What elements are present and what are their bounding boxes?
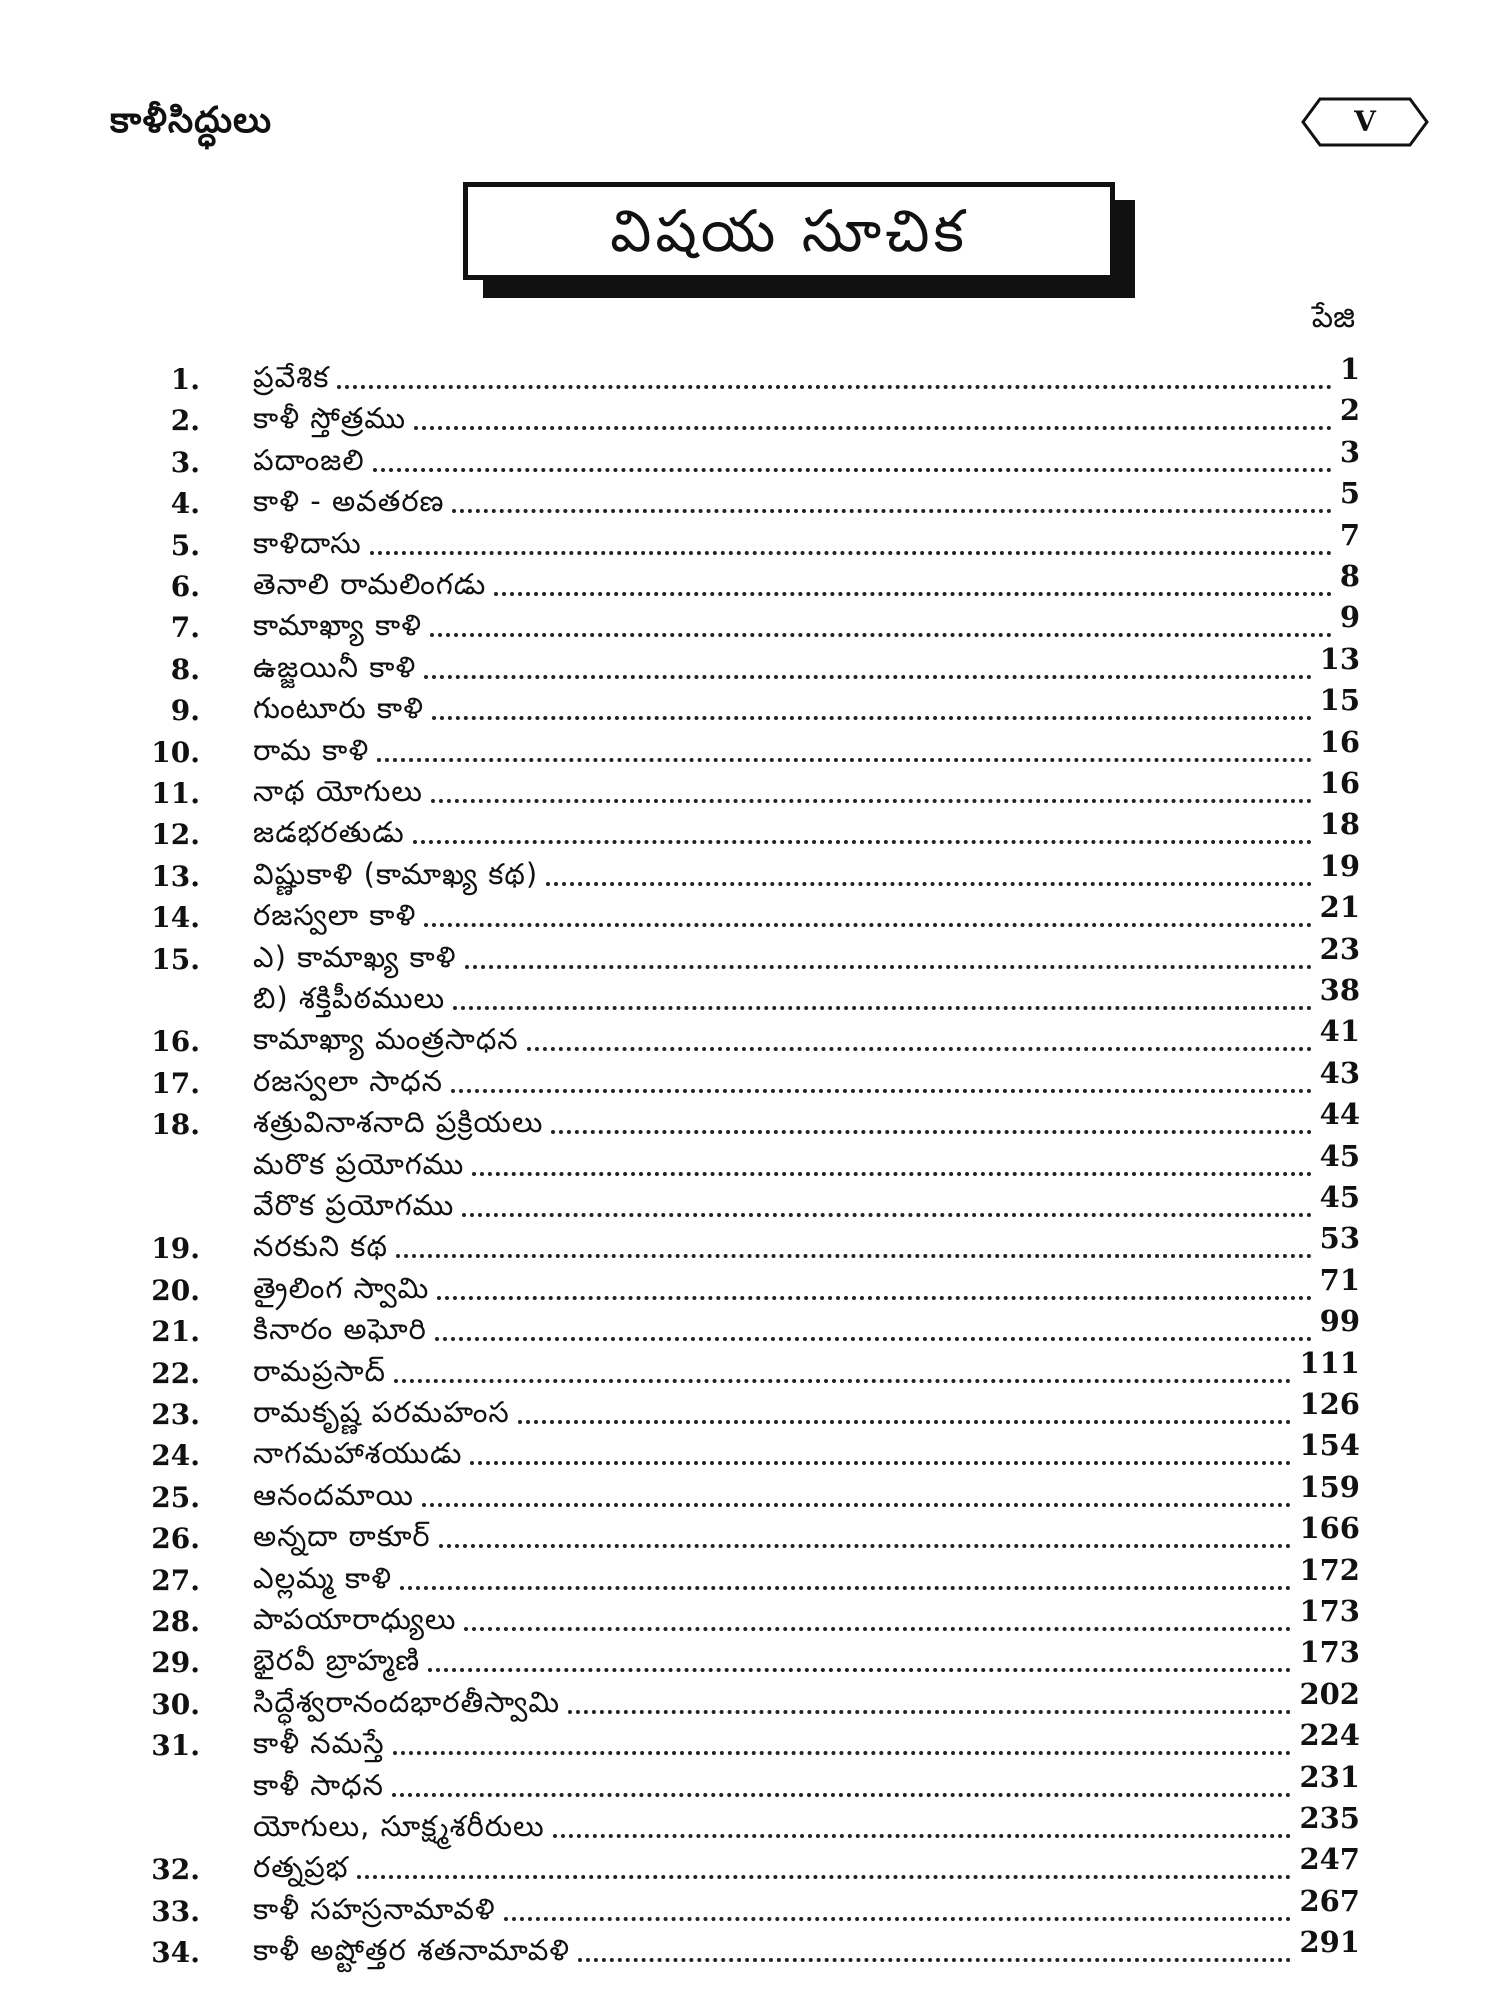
toc-entry-title: గుంటూరు కాళి [253, 691, 424, 726]
toc-entry-number: 12. [151, 818, 200, 852]
dot-leader [357, 1874, 1292, 1879]
dot-leader [553, 1833, 1292, 1838]
toc-entry-page: 45 [1319, 1138, 1360, 1173]
toc-entry [253, 476, 1360, 519]
dot-leader [568, 1709, 1291, 1714]
toc-row [120, 1262, 1360, 1307]
contents-title: విషయ సూచిక [463, 182, 1115, 280]
page-number: V [1354, 105, 1376, 138]
dot-leader [393, 1750, 1292, 1755]
toc-entry-page: 202 [1299, 1676, 1360, 1711]
dot-leader [551, 1129, 1311, 1134]
toc-entry-page: 21 [1319, 890, 1360, 925]
toc-entry-title: కాళీ అష్టోత్తర శతనామావళి [253, 1933, 570, 1968]
toc-entry-page: 71 [1319, 1262, 1360, 1297]
toc-entry-page: 16 [1319, 724, 1360, 759]
toc-row [120, 1883, 1360, 1928]
toc-entry-number: 17. [151, 1066, 200, 1100]
dot-leader [518, 1419, 1292, 1424]
dot-leader [462, 1212, 1311, 1217]
toc-entry-title: ఆనందమాయి [253, 1477, 414, 1512]
toc-entry [253, 973, 1360, 1016]
dot-leader [578, 1957, 1291, 1962]
toc-entry-number: 28. [151, 1605, 200, 1638]
dot-leader [470, 1460, 1291, 1465]
toc-entry-title: కాళీ స్తోత్రము [253, 401, 407, 436]
toc-entry-title: సిద్ధేశ్వరానందభారతీస్వామి [253, 1684, 561, 1719]
dot-leader [494, 591, 1332, 596]
toc-entry-number: 6. [170, 570, 200, 603]
toc-entry [253, 766, 1360, 809]
toc-entry-title: కినారం అఘోరి [253, 1312, 427, 1347]
toc-entry [253, 559, 1360, 602]
page-number-badge [1300, 96, 1430, 148]
dot-leader [396, 1253, 1312, 1258]
toc-entry [253, 600, 1360, 643]
toc-entry-number: 20. [151, 1273, 200, 1307]
toc-row [120, 1635, 1360, 1680]
toc-entry-number: 19. [151, 1232, 200, 1266]
toc-entry-title: త్రైలింగ స్వామి [253, 1270, 430, 1305]
dot-leader [413, 839, 1312, 844]
toc-entry-number: 30. [151, 1687, 200, 1721]
toc-entry-number: 10. [151, 735, 200, 769]
toc-entry-page: 38 [1319, 973, 1360, 1007]
toc-entry-page: 2 [1339, 393, 1360, 428]
toc-entry [253, 1469, 1360, 1513]
toc-row [120, 766, 1360, 810]
toc-entry-page: 9 [1339, 600, 1360, 635]
toc-entry-number: 16. [151, 1025, 200, 1059]
toc-entry [253, 1883, 1360, 1927]
toc-entry [253, 1511, 1360, 1554]
toc-entry-page: 126 [1299, 1387, 1360, 1421]
toc-row [120, 724, 1360, 769]
toc-entry-page: 173 [1299, 1635, 1360, 1670]
toc-entry [253, 807, 1360, 850]
toc-row [120, 600, 1360, 645]
toc-entry-number: 4. [170, 487, 200, 521]
toc-entry [253, 1345, 1360, 1389]
dot-leader [452, 508, 1331, 513]
toc-entry-title: ఉజ్జయినీ కాళి [253, 649, 417, 684]
toc-entry-number: 33. [151, 1894, 200, 1928]
toc-entry-number: 18. [151, 1108, 200, 1142]
toc-entry [253, 1718, 1360, 1761]
toc-entry [253, 1759, 1360, 1803]
toc-entry [253, 434, 1360, 478]
toc-entry-number: 32. [151, 1853, 200, 1887]
toc-entry-title: రామప్రసాద్ [253, 1353, 386, 1388]
toc-entry-number: 8. [170, 652, 200, 686]
toc-row [120, 1552, 1360, 1597]
toc-entry [253, 393, 1360, 436]
toc-entry-page: 99 [1319, 1304, 1360, 1339]
toc-entry-number: 5. [170, 528, 200, 562]
dot-leader [432, 715, 1312, 720]
toc-row [120, 1469, 1360, 1514]
toc-entry-number: 7. [170, 611, 200, 645]
toc-entry [253, 890, 1360, 933]
toc-entry-number: 27. [151, 1563, 200, 1597]
toc-entry [253, 1138, 1360, 1182]
toc-entry [253, 1387, 1360, 1430]
toc-row [120, 1842, 1360, 1887]
toc-entry-title: పాపయారాధ్యులు [253, 1602, 457, 1636]
toc-entry-title: విష్ణుకాళి (కామాఖ్య కథ) [253, 856, 539, 891]
toc-entry-number: 14. [151, 901, 200, 935]
toc-row [120, 517, 1360, 562]
toc-entry [253, 1925, 1360, 1968]
running-header-title: కాళీసిద్ధులు [110, 100, 273, 141]
toc-entry-number: 2. [170, 404, 200, 438]
toc-entry-number: 9. [170, 694, 200, 728]
dot-leader [451, 1088, 1312, 1093]
toc-entry-page: 16 [1319, 766, 1360, 800]
toc-entry-title: కామాఖ్యా మంత్రసాధన [253, 1022, 519, 1057]
toc-entry-page: 3 [1339, 434, 1360, 469]
toc-entry-number: 23. [151, 1398, 200, 1431]
toc-entry-page: 8 [1339, 559, 1360, 593]
dot-leader [424, 674, 1311, 679]
toc-entry-number: 25. [151, 1480, 200, 1514]
toc-entry-title: నాథ యోగులు [253, 774, 423, 808]
toc-entry-title: నాగమహాశయుడు [253, 1436, 463, 1471]
toc-entry-title: తెనాలి రామలింగడు [253, 567, 487, 601]
toc-row [120, 1759, 1360, 1803]
toc-entry-title: రామకృష్ణ పరమహంస [253, 1395, 510, 1429]
dot-leader [546, 881, 1312, 886]
dot-leader [453, 1005, 1312, 1010]
toc-entry [253, 724, 1360, 768]
toc-entry-page: 267 [1299, 1883, 1360, 1918]
toc-entry-title: రత్నప్రభ [253, 1850, 349, 1885]
toc-entry-title: రజస్వలా కాళి [253, 898, 417, 933]
toc-entry [253, 1055, 1360, 1099]
toc-entry-title: కాళీ సహస్రనామావళి [253, 1891, 496, 1926]
toc-entry-title: పదాంజలి [253, 442, 365, 477]
toc-entry [253, 931, 1360, 975]
toc-entry-title: కాళి - అవతరణ [253, 484, 445, 519]
toc-entry [253, 1842, 1360, 1885]
toc-entry-number: 3. [170, 445, 200, 479]
toc-row [120, 1594, 1360, 1638]
toc-row [120, 683, 1360, 728]
toc-row [120, 1718, 1360, 1763]
toc-entry [253, 1428, 1360, 1471]
toc-row [120, 559, 1360, 603]
toc-entry [253, 1097, 1360, 1140]
toc-entry [253, 1304, 1360, 1347]
toc-row [120, 1925, 1360, 1970]
toc-entry-number: 31. [151, 1729, 200, 1763]
dot-leader [422, 1502, 1291, 1507]
toc-entry-number: 15. [151, 942, 200, 976]
toc-entry-title: వేరొక ప్రయోగము [253, 1188, 455, 1222]
toc-entry-title: శత్రువినాశనాది ప్రక్రియలు [253, 1105, 544, 1140]
dot-leader [472, 1171, 1311, 1176]
toc-entry-title: బి) శక్తిపీఠములు [253, 981, 446, 1015]
toc-entry-page: 41 [1319, 1014, 1360, 1049]
toc-row [120, 1387, 1360, 1431]
toc-row [120, 1180, 1360, 1223]
toc-entry-page: 7 [1339, 517, 1360, 552]
dot-leader [431, 798, 1312, 803]
toc-entry-number: 26. [151, 1522, 200, 1556]
toc-entry-page: 13 [1319, 641, 1360, 676]
toc-entry [253, 1676, 1360, 1720]
toc-entry [253, 1635, 1360, 1678]
toc-row [120, 1097, 1360, 1142]
toc-row [120, 1428, 1360, 1473]
dot-leader [430, 632, 1332, 637]
toc-entry-title: ఎ) కామాఖ్య కాళి [253, 939, 457, 974]
dot-leader [527, 1046, 1312, 1051]
toc-entry [253, 352, 1360, 395]
dot-leader [414, 425, 1332, 430]
toc-entry-title: కాళీ నమస్తే [253, 1726, 385, 1761]
toc-entry-page: 247 [1299, 1842, 1360, 1877]
toc-entry-title: ఎల్లమ్మ కాళి [253, 1560, 392, 1595]
toc-entry-title: యోగులు, సూక్ష్మశరీరులు [253, 1809, 545, 1843]
toc-entry-title: రజస్వలా సాధన [253, 1063, 444, 1098]
toc-entry-number: 1. [170, 363, 200, 396]
toc-entry-number: 22. [151, 1356, 200, 1390]
toc-row [120, 641, 1360, 686]
toc-entry [253, 1262, 1360, 1306]
dot-leader [465, 964, 1312, 969]
toc-entry [253, 1014, 1360, 1057]
toc-entry-page: 23 [1319, 931, 1360, 966]
toc-entry-title: కాళీ సాధన [253, 1767, 384, 1802]
toc-entry-number: 34. [151, 1936, 200, 1970]
dot-leader [337, 384, 1331, 389]
toc-entry-number: 24. [151, 1439, 200, 1473]
dot-leader [377, 757, 1311, 762]
toc-entry [253, 1221, 1360, 1264]
toc-entry-number: 13. [151, 859, 200, 893]
toc-entry-title: జడభరతుడు [253, 815, 405, 850]
toc-row [120, 807, 1360, 852]
toc-entry [253, 683, 1360, 726]
toc-entry [253, 517, 1360, 561]
toc-entry-page: 44 [1319, 1097, 1360, 1132]
dot-leader [400, 1585, 1292, 1590]
toc-entry-page: 166 [1299, 1511, 1360, 1546]
toc-entry-title: భైరవీ బ్రాహ్మణి [253, 1643, 421, 1678]
toc-entry-page: 154 [1299, 1428, 1360, 1463]
toc-row [120, 973, 1360, 1016]
toc-entry-title: ప్రవేశిక [253, 360, 330, 394]
toc-entry-title: కాళిదాసు [253, 525, 362, 560]
dot-leader [504, 1916, 1292, 1921]
toc-entry-number: 29. [151, 1646, 200, 1680]
dot-leader [370, 550, 1332, 555]
toc-entry [253, 641, 1360, 685]
toc-entry-page: 172 [1299, 1552, 1360, 1587]
toc-entry [253, 1180, 1360, 1223]
toc-row [120, 1511, 1360, 1556]
toc-entry-page: 18 [1319, 807, 1360, 842]
dot-leader [424, 922, 1311, 927]
toc-row [120, 476, 1360, 521]
dot-leader [392, 1792, 1291, 1797]
toc-row [120, 848, 1360, 893]
toc-entry-page: 224 [1299, 1718, 1360, 1753]
toc-entry-page: 235 [1299, 1801, 1360, 1835]
dot-leader [464, 1626, 1291, 1631]
toc-entry-page: 15 [1319, 683, 1360, 718]
toc-row [120, 931, 1360, 976]
dot-leader [435, 1336, 1312, 1341]
toc-row [120, 1345, 1360, 1390]
toc-entry-page: 291 [1299, 1925, 1360, 1960]
toc-entry-page: 173 [1299, 1594, 1360, 1628]
toc-entry-page: 53 [1319, 1221, 1360, 1256]
dot-leader [373, 467, 1332, 472]
toc-entry-number: 21. [151, 1315, 200, 1349]
page-column-label: పేజి [1311, 300, 1355, 335]
toc-entry-page: 19 [1319, 848, 1360, 883]
toc-row [120, 890, 1360, 935]
toc-entry-title: మరొక ప్రయోగము [253, 1146, 465, 1181]
toc-row [120, 1014, 1360, 1059]
toc-entry [253, 1594, 1360, 1637]
toc-row [120, 1801, 1360, 1844]
toc-entry-title: రామ కాళి [253, 732, 370, 767]
toc-entry-page: 159 [1299, 1469, 1360, 1504]
toc-row [120, 352, 1360, 396]
dot-leader [394, 1378, 1292, 1383]
dot-leader [437, 1295, 1311, 1300]
toc-entry [253, 1801, 1360, 1844]
toc-row [120, 393, 1360, 438]
toc-row [120, 1221, 1360, 1266]
toc-entry [253, 848, 1360, 892]
toc-entry-title: నరకుని కథ [253, 1229, 388, 1264]
toc-row [120, 1055, 1360, 1100]
toc-entry-page: 111 [1299, 1345, 1360, 1380]
toc-row [120, 1676, 1360, 1721]
toc-entry-page: 5 [1339, 476, 1360, 511]
toc-row [120, 434, 1360, 479]
toc-entry-title: కామాఖ్యా కాళి [253, 608, 423, 643]
toc-entry-page: 45 [1319, 1180, 1360, 1214]
toc-entry-title: అన్నదా ఠాకూర్ [253, 1519, 431, 1554]
toc-entry [253, 1552, 1360, 1596]
dot-leader [439, 1543, 1292, 1548]
toc-entry-page: 231 [1299, 1759, 1360, 1794]
toc-row [120, 1138, 1360, 1182]
toc-row [120, 1304, 1360, 1349]
toc-entry-number: 11. [151, 777, 200, 810]
dot-leader [428, 1667, 1291, 1672]
toc-entry-page: 1 [1339, 352, 1360, 386]
toc-entry-page: 43 [1319, 1055, 1360, 1090]
